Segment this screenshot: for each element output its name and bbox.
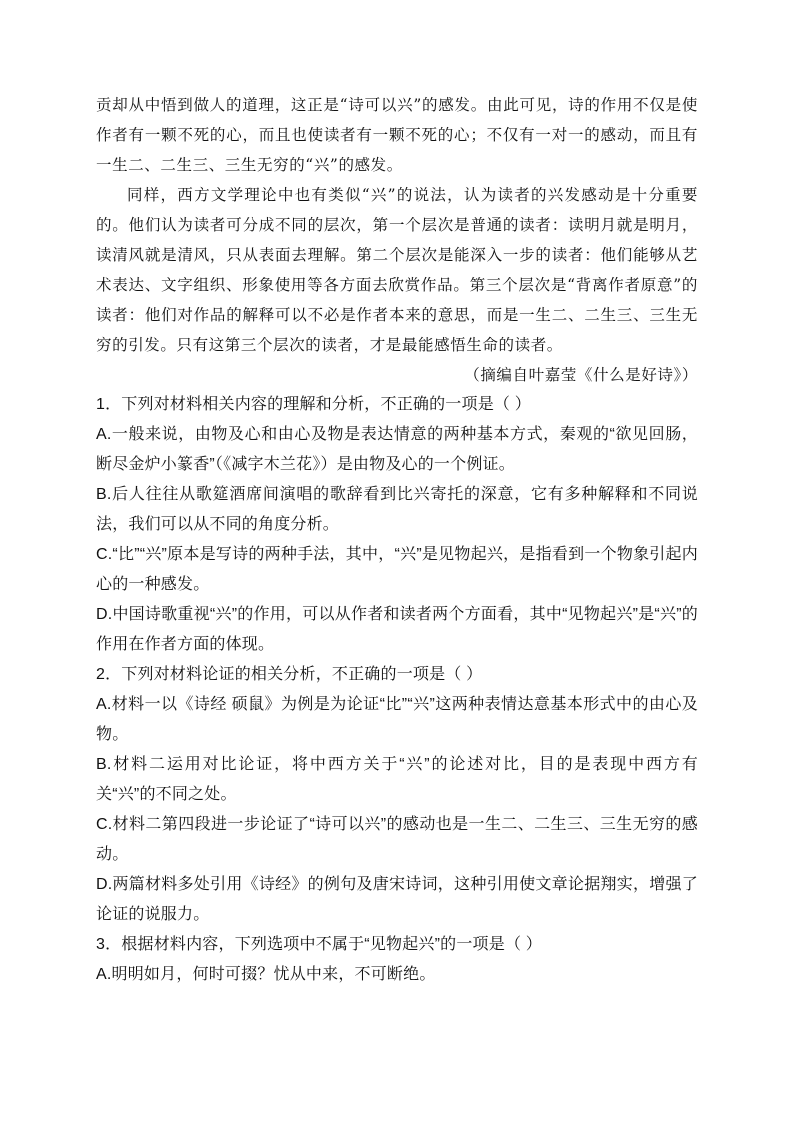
answer-option-a: A.材料一以《诗经 硕鼠》为例是为论证“比”“兴”这两种表情达意基本形式中的由心及物。: [96, 696, 698, 743]
passage-paragraph: 贡却从中悟到做人的道理，这正是“诗可以兴”的感发。由此可见，诗的作用不仅是使作者有一颗不死的心，而且也使读者有一颗不死的心；不仅有一对一的感动，而且有一生二、二生三、三生无穷的“兴”的感发。: [96, 96, 698, 174]
answer-option-a: A.一般来说，由物及心和由心及物是表达情意的两种基本方式，秦观的“欲见回肠，断尽金炉小篆香”（《减字木兰花》）是由物及心的一个例证。: [96, 426, 698, 473]
answer-option-d: D.两篇材料多处引用《诗经》的例句及唐宋诗词，这种引用使文章论据翔实，增强了论证的说服力。: [96, 876, 698, 923]
question-stem: 1．下列对材料相关内容的理解和分析，不正确的一项是（ ）: [96, 396, 531, 413]
passage-paragraph: 同样，西方文学理论中也有类似“兴”的说法，认为读者的兴发感动是十分重要的。他们认为读者可分成不同的层次，第一个层次是普通的读者：读明月就是明月，读清风就是清风，只从表面去理解。第二个层次是能深入一步的读者：他们能够从艺术表达、文字组织、形象使用等各方面去欣赏作品。第三个层次是“背离作者原意”的读者：他们对作品的解释可以不必是作者本来的意思，而是一生二、二生三、三生无穷的引发。只有这第三个层次的读者，才是最能感悟生命的读者。: [96, 186, 698, 354]
question-stem: 2．下列对材料论证的相关分析，不正确的一项是（ ）: [96, 666, 483, 683]
answer-option-a: A.明明如月，何时可掇？忧从中来，不可断绝。: [96, 966, 436, 983]
passage-source: （摘编自叶嘉莹《什么是好诗》）: [464, 366, 698, 384]
reading-passage: [96, 90, 698, 390]
answer-option-d: D.中国诗歌重视“兴”的作用，可以从作者和读者两个方面看，其中“见物起兴”是“兴”的作用在作者方面的体现。: [96, 606, 698, 653]
question-2: [96, 660, 698, 930]
answer-option-c: C.材料二第四段进一步论证了“诗可以兴”的感动也是一生二、二生三、三生无穷的感动。: [96, 816, 698, 863]
question-list: [96, 390, 698, 990]
question-stem: 3．根据材料内容，下列选项中不属于“见物起兴”的一项是（ ）: [96, 936, 543, 953]
question-1: [96, 390, 698, 660]
question-3: [96, 930, 698, 990]
answer-option-b: B.材料二运用对比论证，将中西方关于“兴”的论述对比，目的是表现中西方有关“兴”的不同之处。: [96, 756, 698, 803]
answer-option-b: B.后人往往从歌筵酒席间演唱的歌辞看到比兴寄托的深意，它有多种解释和不同说法，我们可以从不同的角度分析。: [96, 486, 698, 533]
answer-option-c: C.“比”“兴”原本是写诗的两种手法，其中，“兴”是见物起兴，是指看到一个物象引起内心的一种感发。: [96, 546, 698, 593]
